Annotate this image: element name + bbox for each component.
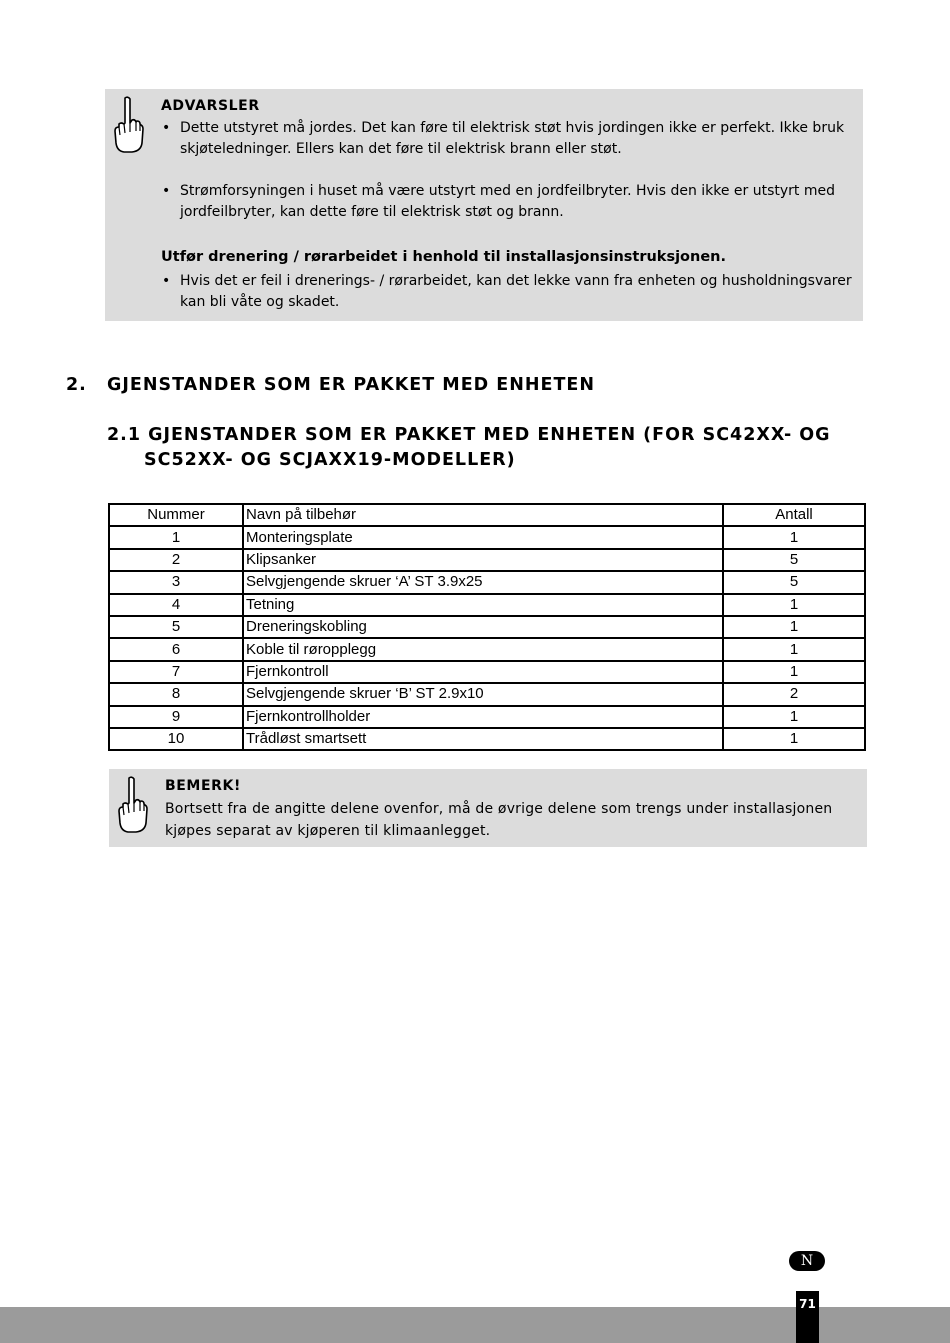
cell-name: Monteringsplate	[243, 526, 723, 548]
page-number: 71	[796, 1291, 819, 1343]
header-number: Nummer	[109, 504, 243, 526]
cell-name: Trådløst smartsett	[243, 728, 723, 750]
cell-number: 7	[109, 661, 243, 683]
cell-number: 10	[109, 728, 243, 750]
table-row	[109, 616, 865, 638]
cell-quantity: 1	[723, 706, 865, 728]
cell-name: Dreneringskobling	[243, 616, 723, 638]
cell-number: 6	[109, 638, 243, 660]
cell-number: 4	[109, 594, 243, 616]
header-name: Navn på tilbehør	[243, 504, 723, 526]
table-row	[109, 549, 865, 571]
cell-name: Fjernkontroll	[243, 661, 723, 683]
cell-quantity: 1	[723, 616, 865, 638]
table-row	[109, 683, 865, 705]
parts-table	[108, 503, 866, 751]
language-badge: N	[789, 1251, 825, 1271]
cell-quantity: 1	[723, 638, 865, 660]
cell-quantity: 2	[723, 683, 865, 705]
note-title: BEMERK!	[165, 778, 241, 794]
pointing-hand-icon	[112, 95, 144, 155]
drain-heading: Utfør drenering / rørarbeidet i henhold til installasjonsinstruksjonen.	[161, 249, 726, 265]
warning-bullet: • Strømforsyningen i huset må være utstyrt med en jordfeilbryter. Hvis den ikke er utstyrt med jordfeilbryter, kan dette føre til elektrisk støt og brann.	[161, 181, 861, 223]
table-row	[109, 526, 865, 548]
table-row	[109, 571, 865, 593]
cell-quantity: 1	[723, 526, 865, 548]
table-row	[109, 661, 865, 683]
cell-quantity: 1	[723, 661, 865, 683]
cell-number: 9	[109, 706, 243, 728]
cell-number: 1	[109, 526, 243, 548]
warning-bullet: • Dette utstyret må jordes. Det kan føre til elektrisk støt hvis jordingen ikke er perfekt. Ikke bruk skjøteledninger. Ellers kan det føre til elektrisk brann eller støt.	[161, 118, 861, 160]
cell-name: Selvgjengende skruer ‘B’ ST 2.9x10	[243, 683, 723, 705]
table-row	[109, 638, 865, 660]
cell-number: 3	[109, 571, 243, 593]
subsection-title-line1: 2.1 GJENSTANDER SOM ER PAKKET MED ENHETEN (FOR SC42XX- OG	[107, 425, 831, 445]
warnings-box	[105, 89, 863, 321]
warnings-title: ADVARSLER	[161, 98, 260, 114]
cell-name: Tetning	[243, 594, 723, 616]
cell-name: Koble til røropplegg	[243, 638, 723, 660]
header-quantity: Antall	[723, 504, 865, 526]
note-text: Bortsett fra de angitte delene ovenfor, må de øvrige delene som trengs under installasjonen kjøpes separat av kjøperen til klimaanlegget.	[165, 801, 833, 839]
cell-name: Selvgjengende skruer ‘A’ ST 3.9x25	[243, 571, 723, 593]
table-row	[109, 706, 865, 728]
subsection-title-line2: SC52XX- OG SCJAXX19-MODELLER)	[144, 450, 516, 470]
pointing-hand-icon	[115, 775, 149, 835]
note-box	[109, 769, 867, 847]
cell-number: 2	[109, 549, 243, 571]
table-header-row	[109, 504, 865, 526]
cell-name: Klipsanker	[243, 549, 723, 571]
cell-quantity: 5	[723, 571, 865, 593]
cell-number: 8	[109, 683, 243, 705]
cell-quantity: 1	[723, 594, 865, 616]
section-number: 2.	[66, 375, 87, 395]
cell-quantity: 1	[723, 728, 865, 750]
section-title: GJENSTANDER SOM ER PAKKET MED ENHETEN	[107, 375, 596, 395]
table-row	[109, 728, 865, 750]
drain-bullet: • Hvis det er feil i drenerings- / rørarbeidet, kan det lekke vann fra enheten og husholdningsvarer kan bli våte og skadet.	[161, 271, 861, 313]
subsection-title	[107, 423, 831, 473]
cell-quantity: 5	[723, 549, 865, 571]
cell-name: Fjernkontrollholder	[243, 706, 723, 728]
table-row	[109, 594, 865, 616]
cell-number: 5	[109, 616, 243, 638]
